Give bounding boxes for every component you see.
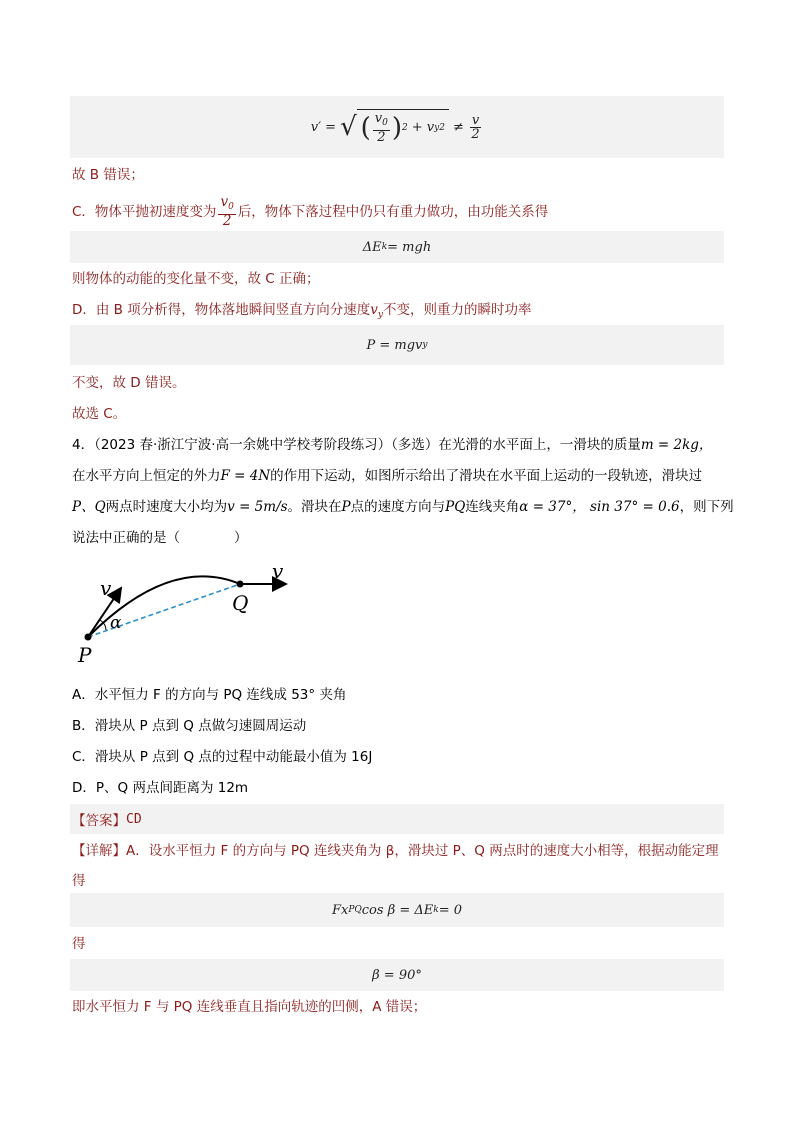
question-4-line2: 在水平方向上恒定的外力F = 4N的作用下运动，如图所示给出了滑块在水平面上运动的一段轨迹，滑块过 — [72, 468, 703, 484]
option-b: B．滑块从 P 点到 Q 点做匀速圆周运动 — [72, 718, 307, 734]
equation-power: P = mgv y — [70, 325, 724, 365]
option-d-analysis: D．由 B 项分析得，物体落地瞬间竖直方向分速度$v_y$不变，则重力的瞬时功率 — [72, 302, 532, 320]
option-c-analysis: C．物体平抛初速度变为 $\frac{v_0}{2}$ 后，物体下落过程中仍只有重力做功，由功能关系得 — [72, 194, 549, 229]
sqrt-content: ( $\frac{v_0}{2}$ ) 2 + v y 2 — [357, 109, 449, 146]
answer-block — [70, 804, 724, 834]
eq1-frac: $\frac{v_0}{2}$ — [374, 110, 388, 145]
sqrt-icon: √ — [340, 112, 357, 142]
choose-text: 故选 C。 — [72, 406, 127, 422]
d-conclusion-text: 不变，故 D 错误。 — [72, 375, 186, 391]
label-v-right: v — [272, 560, 284, 583]
question-4-line1: 4．（2023 春·浙江宁波·高一余姚中学校考阶段练习）（多选）在光滑的水平面上，一滑块的质量m = 2kg， — [72, 437, 713, 453]
eq1-lhs: v′ = — [310, 119, 337, 135]
c-conclusion-text: 则物体的动能的变化量不变，故 C 正确； — [72, 271, 320, 287]
equation-v-prime — [70, 96, 724, 158]
b-wrong-text: 故 B 错误； — [72, 167, 144, 183]
label-q: Q — [232, 591, 249, 615]
trajectory-figure — [70, 560, 300, 670]
eq1-neq: ≠ — [452, 119, 464, 135]
detail-label: 【详解】 — [72, 843, 126, 859]
equation-beta: β = 90° — [70, 959, 724, 991]
point-q — [237, 581, 244, 588]
question-4-line3: P、Q两点时速度大小均为v = 5m/s。滑块在P点的速度方向与PQ连线夹角α = 37°， sin 37° = 0.6，则下列 — [72, 499, 734, 515]
option-d: D．P、Q 两点间距离为 12m — [72, 780, 249, 796]
final-text: 即水平恒力 F 与 PQ 连线垂直且指向轨迹的凹侧，A 错误； — [72, 999, 427, 1015]
equation-work: Fx PQ cos β = ΔE k = 0 — [70, 893, 724, 927]
label-v-left: v — [100, 576, 112, 600]
label-alpha: α — [110, 613, 122, 633]
point-p — [85, 634, 92, 641]
answer-label: 【答案】 — [72, 813, 126, 829]
equation-delta-ek: ΔE k = mgh — [70, 231, 724, 263]
detail-line2: 得 — [72, 873, 86, 889]
option-a: A．水平恒力 F 的方向与 PQ 连线成 53° 夹角 — [72, 687, 347, 703]
answer-value: CD — [126, 811, 142, 827]
detail-line1: 【详解】A．设水平恒力 F 的方向与 PQ 连线夹角为 β，滑块过 P、Q 两点时的速度大小相等，根据动能定理 — [72, 843, 719, 859]
option-c: C．滑块从 P 点到 Q 点的过程中动能最小值为 16J — [72, 749, 373, 765]
eq1-rhs-frac: $\frac{v}{2}$ — [471, 112, 480, 142]
label-p: P — [78, 643, 92, 667]
question-4-line4: 说法中正确的是（ ） — [72, 530, 248, 546]
de-text: 得 — [72, 936, 86, 952]
